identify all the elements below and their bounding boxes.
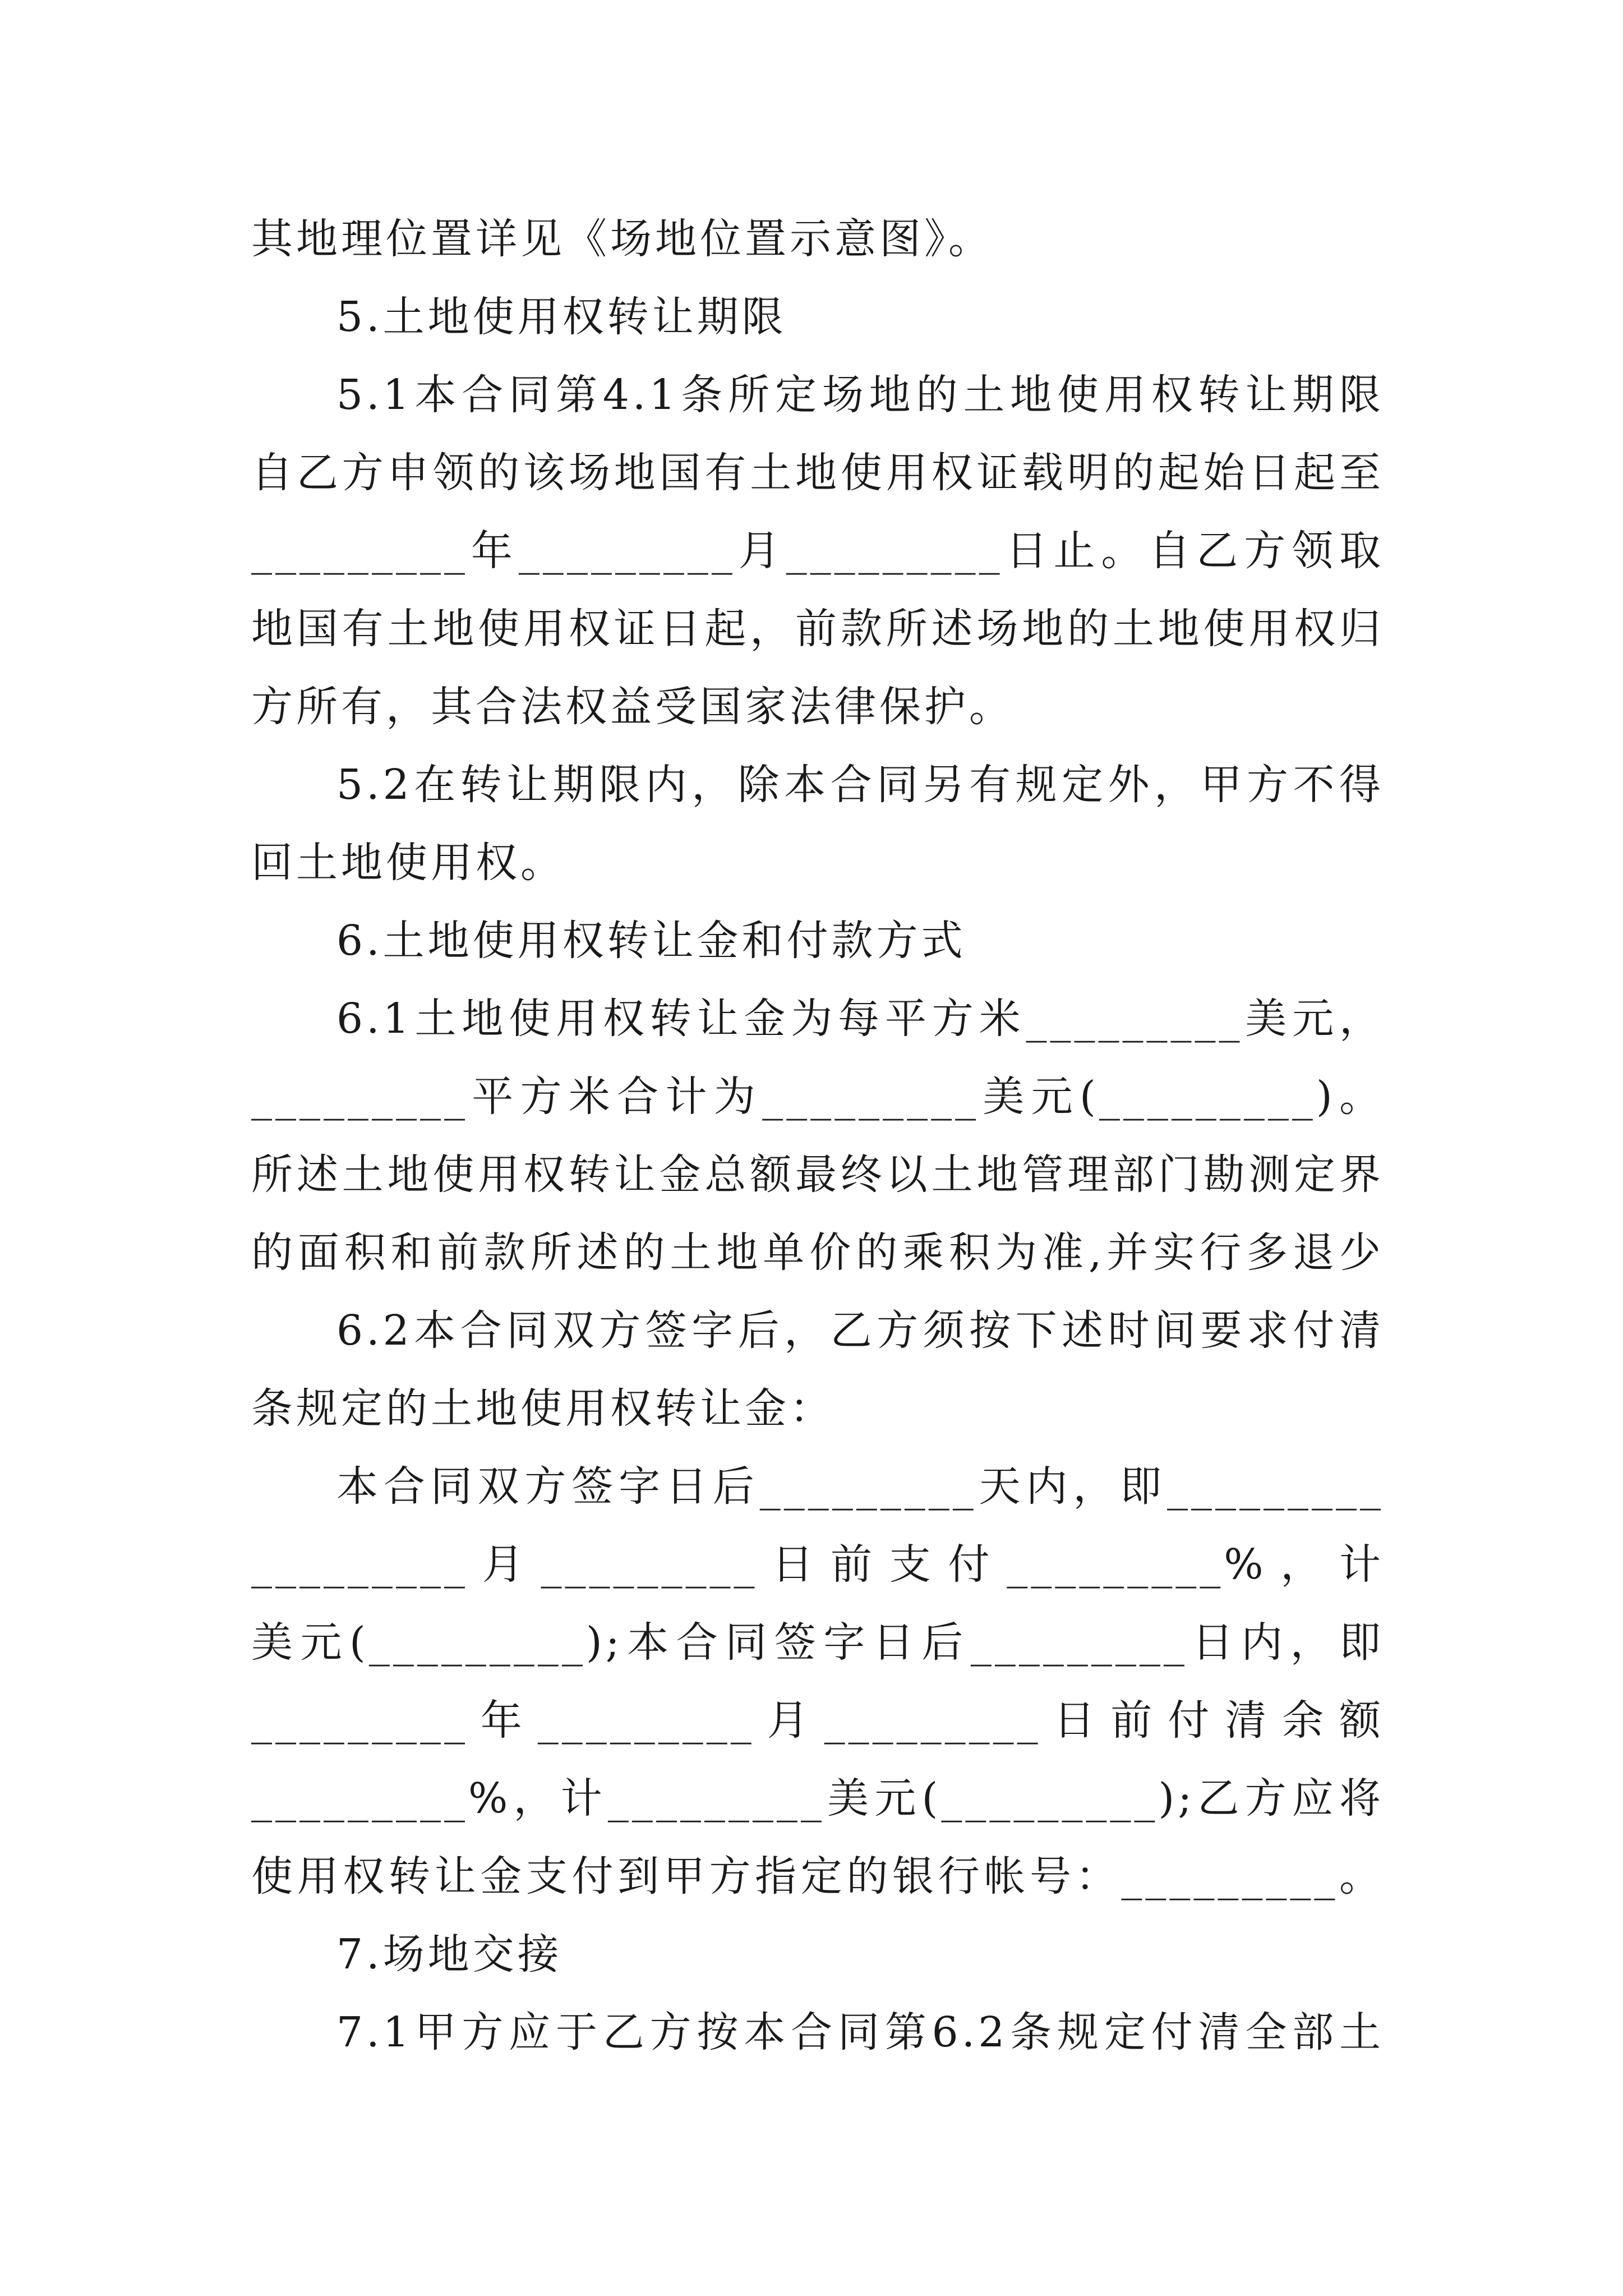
text-line: _________年_________月_________日止。自乙方领取 [251,527,1384,575]
text-line: 5.1本合同第4.1条所定场地的土地使用权转让期限 [336,371,1384,419]
text-line: _________平方米合计为_________美元(_________)。 [251,1073,1384,1121]
text-line: 5.2在转让期限内，除本合同另有规定外，甲方不得 [336,761,1384,809]
text-line: 条规定的土地使用权转让金： [251,1384,834,1433]
text-line: 地国有土地使用权证日起，前款所述场地的土地使用权归 [251,605,1384,653]
text-line: 的面积和前款所述的土地单价的乘积为准,并实行多退少 [251,1228,1384,1277]
section-heading: 6.土地使用权转让金和付款方式 [336,917,966,965]
text-line: 方所有，其合法权益受国家法律保护。 [251,683,1014,731]
text-line: 本合同双方签字日后_________天内，即_________ [336,1462,1384,1511]
text-line: _________%，计_________美元(_________);乙方应将 [251,1774,1384,1823]
text-line: 美元(_________);本合同签字日后_________日内，即 [251,1618,1384,1667]
text-line: 6.1土地使用权转让金为每平方米_________美元， [336,995,1384,1043]
text-line: 回土地使用权。 [251,839,565,887]
section-heading: 7.场地交接 [336,1930,562,1978]
text-line: 所述土地使用权转让金总额最终以土地管理部门勘测定界 [251,1151,1384,1199]
text-line: 其地理位置详见《场地位置示意图》。 [251,215,993,263]
text-line: _________年_________月_________日前付清余额 [251,1696,1384,1745]
text-line: 6.2本合同双方签字后，乙方须按下述时间要求付清 [336,1306,1384,1355]
text-line: 7.1甲方应于乙方按本合同第6.2条规定付清全部土 [336,2008,1384,2056]
text-line: 自乙方申领的该场地国有土地使用权证载明的起始日起至 [251,449,1384,497]
section-heading: 5.土地使用权转让期限 [336,293,787,341]
text-line: 使用权转让金支付到甲方指定的银行帐号：_________。 [251,1852,1384,1901]
text-line: _________月_________日前支付_________%，计 [251,1540,1384,1589]
